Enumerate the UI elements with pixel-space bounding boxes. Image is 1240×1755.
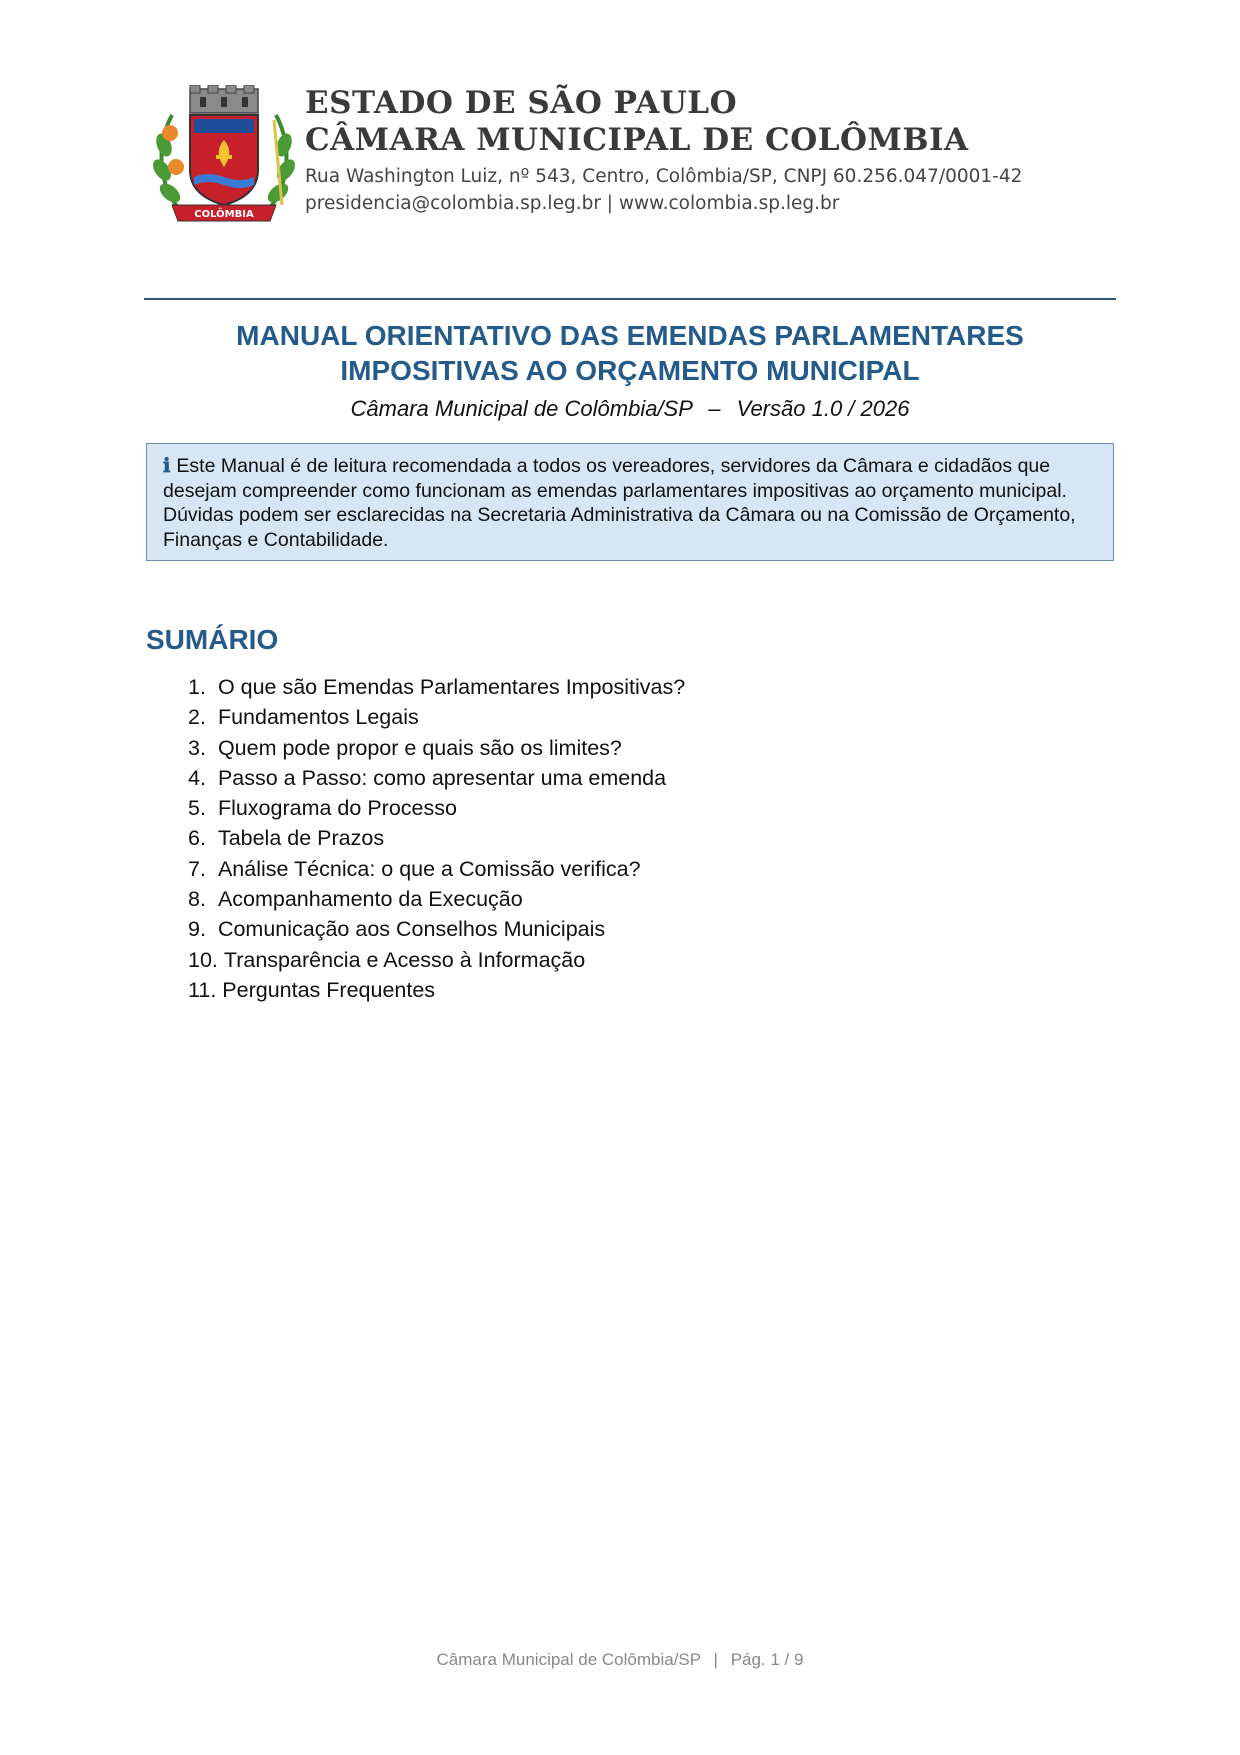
footer-institution: Câmara Municipal de Colômbia/SP	[436, 1650, 701, 1669]
toc-item[interactable]: 4. Passo a Passo: como apresentar uma emenda	[188, 765, 667, 790]
toc-item[interactable]: 3. Quem pode propor e quais são os limites?	[188, 735, 622, 760]
chamber-name: CÂMARA MUNICIPAL DE COLÔMBIA	[305, 122, 969, 158]
table-of-contents	[188, 672, 685, 1005]
address-line: Rua Washington Luiz, nº 543, Centro, Colômbia/SP, CNPJ 60.256.047/0001-42	[305, 166, 1023, 187]
title-line-1: MANUAL ORIENTATIVO DAS EMENDAS PARLAMENTARES	[236, 320, 1024, 351]
info-notice-box	[146, 443, 1114, 561]
info-icon: ℹ	[163, 454, 171, 477]
toc-item[interactable]: 9. Comunicação aos Conselhos Municipais	[188, 917, 606, 942]
toc-item[interactable]: 8. Acompanhamento da Execução	[188, 887, 523, 912]
toc-item[interactable]: 6. Tabela de Prazos	[188, 826, 385, 851]
subtitle-version: Versão 1.0 / 2026	[736, 396, 910, 421]
crest-banner-text: COLÔMBIA	[194, 209, 254, 220]
toc-item[interactable]: 10. Transparência e Acesso à Informação	[188, 947, 586, 972]
toc-item[interactable]: 7. Análise Técnica: o que a Comissão verifica?	[188, 856, 641, 881]
toc-item[interactable]: 11. Perguntas Frequentes	[188, 977, 436, 1002]
subtitle-separator: –	[708, 396, 721, 421]
contact-line: presidencia@colombia.sp.leg.br | www.colombia.sp.leg.br	[305, 193, 840, 214]
page-number: Pág. 1 / 9	[730, 1650, 804, 1669]
page-footer	[0, 1650, 1240, 1670]
municipal-crest-icon	[150, 85, 298, 225]
letterhead-text	[305, 85, 1022, 217]
state-name: ESTADO DE SÃO PAULO	[305, 85, 738, 121]
title-line-2: IMPOSITIVAS AO ORÇAMENTO MUNICIPAL	[340, 355, 920, 386]
info-notice-text: Este Manual é de leitura recomendada a todos os vereadores, servidores da Câmara e cidadãos que desejam compreender como funcionam as emendas parlamentares impositivas ao orçamento municipal. Dúvidas podem ser esclarecidas na Secretaria Administrativa da Câmara ou na Comissão de Orçamento, Finanças e Contabilidade.	[163, 455, 1076, 551]
document-subtitle	[144, 394, 1116, 424]
subtitle-institution: Câmara Municipal de Colômbia/SP	[350, 396, 693, 421]
header-divider	[144, 298, 1116, 300]
toc-heading: SUMÁRIO	[146, 624, 279, 655]
toc-item[interactable]: 1. O que são Emendas Parlamentares Impositivas?	[188, 675, 686, 699]
toc-item[interactable]: 5. Fluxograma do Processo	[188, 796, 457, 821]
letterhead	[150, 85, 1023, 225]
toc-item[interactable]: 2. Fundamentos Legais	[188, 705, 419, 730]
document-title-block	[144, 318, 1116, 424]
footer-separator: |	[713, 1650, 718, 1669]
